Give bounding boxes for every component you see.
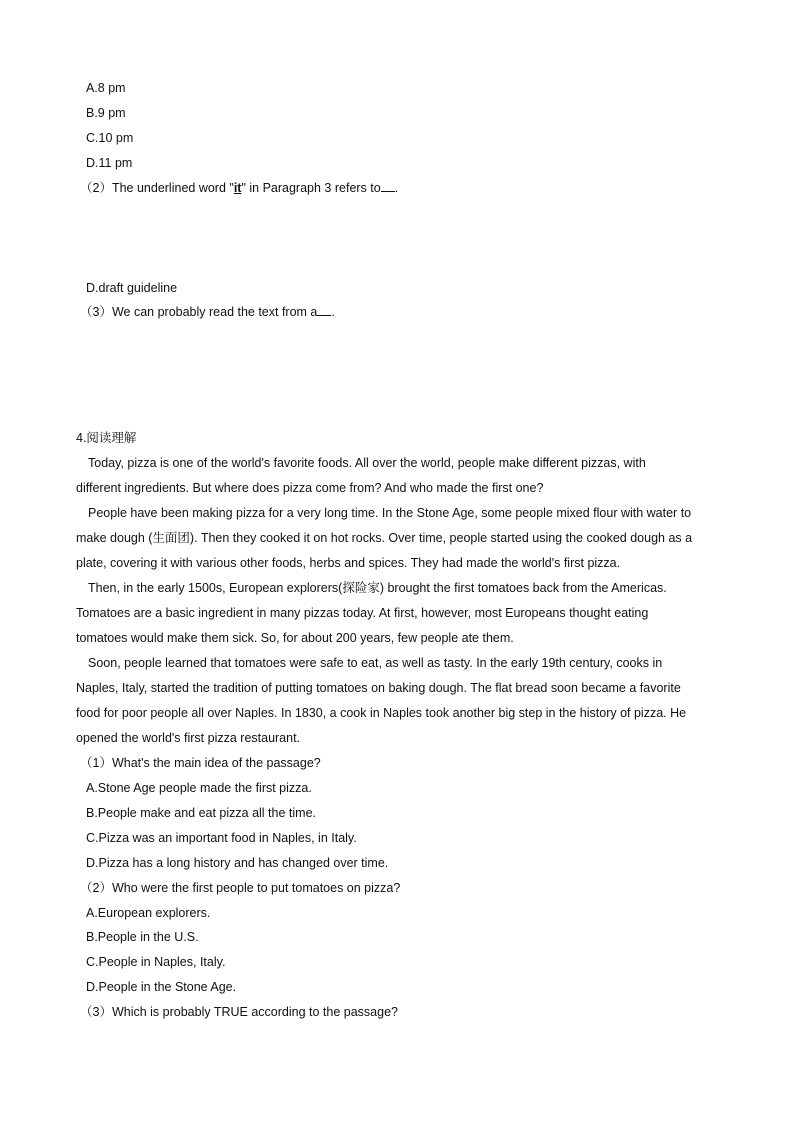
question-2-stem: [80, 180, 398, 196]
paragraph-line: opened the world's first pizza restaurant.: [76, 731, 301, 745]
answer-blank: [317, 304, 331, 316]
question-2-suffix: " in Paragraph 3 refers to: [241, 181, 381, 195]
paragraph-line: make dough (生面团). Then they cooked it on hot rocks. Over time, people started using the cooked dough as a: [76, 531, 693, 545]
answer-blank: [381, 180, 395, 192]
q1-option-c: C.Pizza was an important food in Naples, in Italy.: [86, 831, 357, 845]
q1-option-a: A.Stone Age people made the first pizza.: [86, 781, 312, 795]
option-c: C.10 pm: [86, 131, 134, 145]
section-title: 4.阅读理解: [76, 431, 137, 445]
question-3-stem: [80, 304, 335, 320]
option-b: B.9 pm: [86, 106, 126, 120]
question-3-stem-s4: （3）Which is probably TRUE according to the passage?: [80, 1005, 398, 1019]
paragraph-line: different ingredients. But where does pizza come from? And who made the first one?: [76, 481, 544, 495]
q1-option-d: D.Pizza has a long history and has changed over time.: [86, 856, 389, 870]
q2-option-c: C.People in Naples, Italy.: [86, 955, 226, 969]
question-1-stem: （1）What's the main idea of the passage?: [80, 756, 321, 770]
q2-option-a: A.European explorers.: [86, 906, 211, 920]
question-2-stem-s4: （2）Who were the first people to put tomatoes on pizza?: [80, 881, 401, 895]
paragraph-line: Today, pizza is one of the world's favorite foods. All over the world, people make different pizzas, with: [88, 456, 646, 470]
paragraph-line: Soon, people learned that tomatoes were safe to eat, as well as tasty. In the early 19th century, cooks in: [88, 656, 663, 670]
q2-option-d: D.People in the Stone Age.: [86, 980, 237, 994]
paragraph-line: plate, covering it with various other foods, herbs and spices. They had made the world's first pizza.: [76, 556, 621, 570]
question-2-option-d: D.draft guideline: [86, 281, 178, 295]
q1-option-b: B.People make and eat pizza all the time.: [86, 806, 316, 820]
paragraph-line: People have been making pizza for a very long time. In the Stone Age, some people mixed flour with water to: [88, 506, 692, 520]
question-3-text: （3）We can probably read the text from a: [80, 305, 318, 319]
paragraph-line: food for poor people all over Naples. In 1830, a cook in Naples took another big step in the history of pizza. He: [76, 706, 687, 720]
option-d: D.11 pm: [86, 156, 133, 170]
question-3-end: .: [331, 305, 335, 319]
paragraph-line: Tomatoes are a basic ingredient in many pizzas today. At first, however, most Europeans thought eating: [76, 606, 649, 620]
paragraph-line: Naples, Italy, started the tradition of putting tomatoes on baking dough. The flat bread soon became a favorite: [76, 681, 681, 695]
question-2-prefix: （2）The underlined word ": [80, 181, 234, 195]
paragraph-line: tomatoes would make them sick. So, for about 200 years, few people ate them.: [76, 631, 514, 645]
question-2-end: .: [394, 181, 399, 195]
paragraph-line: Then, in the early 1500s, European explorers(探险家) brought the first tomatoes back from the Americas.: [88, 581, 667, 595]
underlined-word: it: [233, 181, 242, 195]
option-a: A.8 pm: [86, 81, 126, 95]
q2-option-b: B.People in the U.S.: [86, 930, 199, 944]
